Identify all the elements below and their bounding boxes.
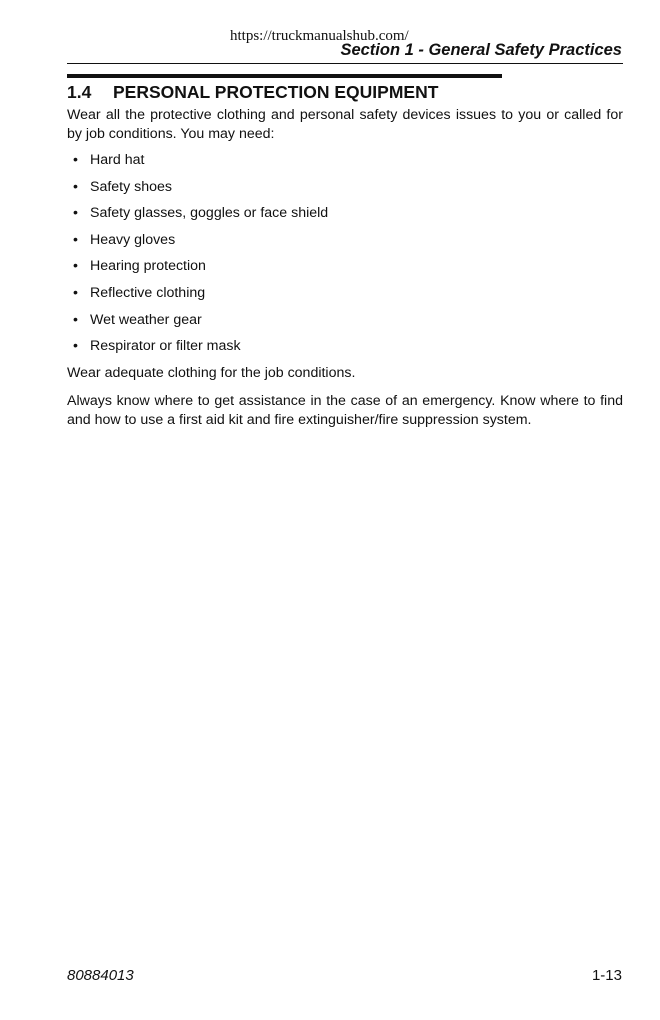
emergency-paragraph: Always know where to get assistance in the case of an emergency. Know where to find and how to use a first aid kit and fire extinguisher/fire suppression system. (67, 392, 623, 428)
document-number: 80884013 (67, 967, 134, 984)
list-item-text: Safety glasses, goggles or face shield (90, 205, 329, 222)
section-title: PERSONAL PROTECTION EQUIPMENT (113, 82, 439, 102)
list-item (67, 337, 623, 356)
page-content (67, 106, 623, 430)
list-item (67, 231, 623, 250)
section-heading (67, 81, 438, 103)
bullet-icon: • (73, 311, 78, 328)
list-item-text: Hard hat (90, 152, 145, 168)
section-number: 1.4 (67, 82, 92, 102)
list-item (67, 178, 623, 197)
bullet-icon: • (73, 338, 78, 355)
bullet-icon: • (73, 231, 78, 248)
bullet-icon: • (73, 178, 78, 195)
running-header: Section 1 - General Safety Practices (340, 41, 622, 59)
clothing-paragraph: Wear adequate clothing for the job conditions. (67, 364, 356, 381)
list-item-text: Heavy gloves (90, 231, 176, 248)
list-item (67, 204, 623, 223)
list-item (67, 284, 623, 303)
page-number: 1-13 (591, 967, 622, 984)
bullet-icon: • (73, 152, 78, 168)
header-divider (67, 63, 623, 64)
list-item (67, 257, 623, 276)
bullet-icon: • (73, 258, 78, 275)
list-item-text: Wet weather gear (90, 311, 202, 328)
list-item (67, 311, 623, 330)
list-item-text: Hearing protection (90, 258, 206, 275)
bullet-icon: • (73, 205, 78, 222)
list-item (67, 151, 623, 170)
list-item-text: Safety shoes (90, 178, 173, 195)
bullet-icon: • (73, 284, 78, 301)
ppe-list (67, 151, 623, 356)
list-item-text: Respirator or filter mask (90, 338, 241, 355)
list-item-text: Reflective clothing (90, 284, 206, 301)
title-rule (67, 74, 502, 78)
watermark-url: https://truckmanualshub.com/ (230, 28, 409, 44)
intro-paragraph: Wear all the protective clothing and personal safety devices issues to you or called for by job conditions. You may need: (67, 107, 623, 142)
